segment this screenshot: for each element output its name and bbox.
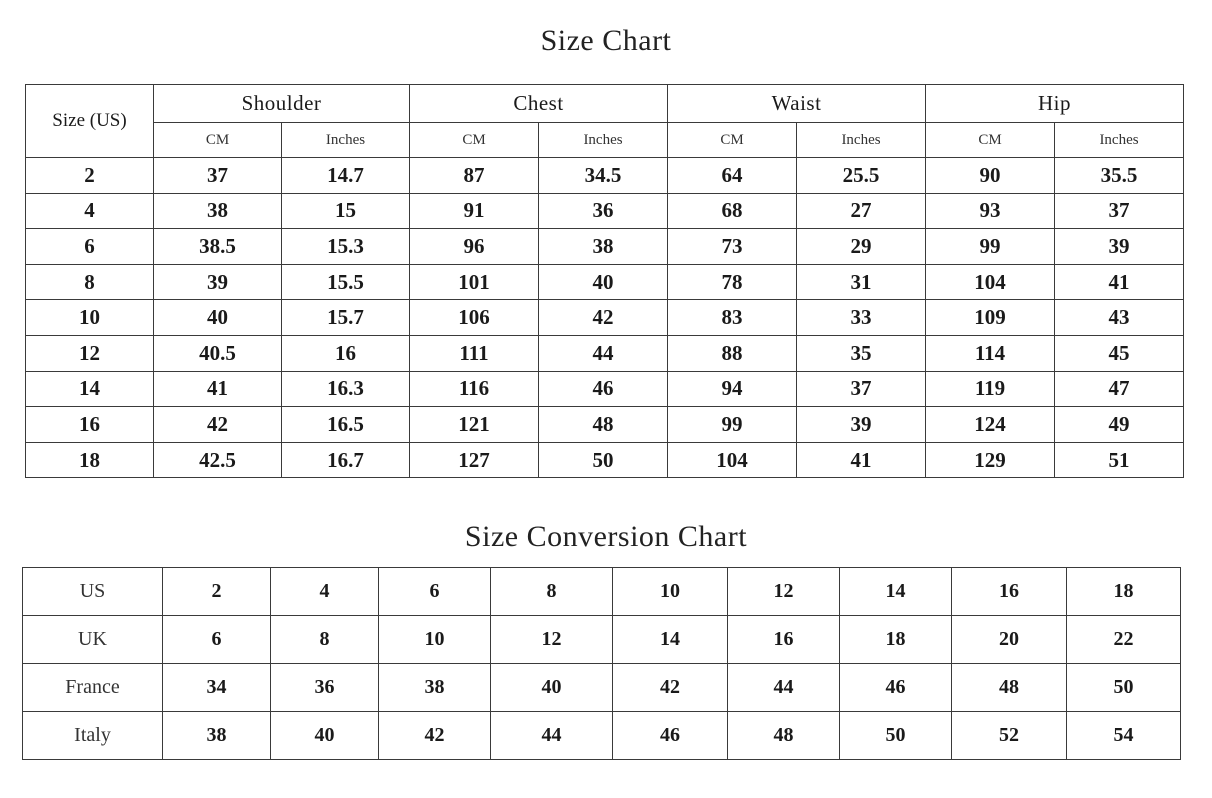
size-value-cell: 34 bbox=[163, 664, 271, 712]
measurement-cell: 73 bbox=[668, 229, 797, 265]
size-cell: 14 bbox=[26, 371, 154, 407]
size-value-cell: 50 bbox=[1067, 664, 1181, 712]
measurement-cell: 90 bbox=[926, 158, 1055, 194]
group-header-row bbox=[26, 85, 1184, 123]
country-label: Italy bbox=[23, 712, 163, 760]
size-cell: 4 bbox=[26, 193, 154, 229]
measurement-cell: 91 bbox=[410, 193, 539, 229]
unit-header: Inches bbox=[797, 123, 926, 158]
measurement-cell: 42.5 bbox=[154, 442, 282, 478]
size-value-cell: 6 bbox=[163, 616, 271, 664]
table-row bbox=[26, 407, 1184, 443]
measurement-cell: 39 bbox=[154, 264, 282, 300]
unit-header: CM bbox=[926, 123, 1055, 158]
size-value-cell: 48 bbox=[728, 712, 840, 760]
measurement-cell: 99 bbox=[668, 407, 797, 443]
measurement-cell: 49 bbox=[1055, 407, 1184, 443]
size-value-cell: 40 bbox=[271, 712, 379, 760]
measurement-cell: 87 bbox=[410, 158, 539, 194]
size-value-cell: 8 bbox=[271, 616, 379, 664]
table-row bbox=[26, 371, 1184, 407]
measurement-cell: 48 bbox=[539, 407, 668, 443]
measurement-cell: 37 bbox=[1055, 193, 1184, 229]
measurement-cell: 94 bbox=[668, 371, 797, 407]
measurement-cell: 38 bbox=[539, 229, 668, 265]
measurement-cell: 38 bbox=[154, 193, 282, 229]
measurement-cell: 39 bbox=[1055, 229, 1184, 265]
unit-header: CM bbox=[410, 123, 539, 158]
measurement-cell: 16.3 bbox=[282, 371, 410, 407]
measurement-cell: 96 bbox=[410, 229, 539, 265]
conversion-chart-table bbox=[22, 567, 1181, 760]
measurement-cell: 39 bbox=[797, 407, 926, 443]
measurement-cell: 35.5 bbox=[1055, 158, 1184, 194]
measurement-cell: 109 bbox=[926, 300, 1055, 336]
size-value-cell: 44 bbox=[491, 712, 613, 760]
unit-header: Inches bbox=[1055, 123, 1184, 158]
measurement-cell: 16.7 bbox=[282, 442, 410, 478]
size-value-cell: 42 bbox=[613, 664, 728, 712]
measurement-cell: 104 bbox=[926, 264, 1055, 300]
hip-header: Hip bbox=[926, 85, 1184, 123]
size-value-cell: 14 bbox=[840, 568, 952, 616]
table-row bbox=[23, 568, 1181, 616]
table-row bbox=[23, 664, 1181, 712]
size-cell: 18 bbox=[26, 442, 154, 478]
measurement-cell: 15.7 bbox=[282, 300, 410, 336]
size-cell: 8 bbox=[26, 264, 154, 300]
size-value-cell: 20 bbox=[952, 616, 1067, 664]
unit-header: CM bbox=[154, 123, 282, 158]
size-value-cell: 54 bbox=[1067, 712, 1181, 760]
measurement-cell: 36 bbox=[539, 193, 668, 229]
measurement-cell: 15.5 bbox=[282, 264, 410, 300]
country-label: US bbox=[23, 568, 163, 616]
size-value-cell: 42 bbox=[379, 712, 491, 760]
size-value-cell: 18 bbox=[1067, 568, 1181, 616]
size-cell: 10 bbox=[26, 300, 154, 336]
measurement-cell: 37 bbox=[797, 371, 926, 407]
size-value-cell: 10 bbox=[613, 568, 728, 616]
measurement-cell: 127 bbox=[410, 442, 539, 478]
size-value-cell: 44 bbox=[728, 664, 840, 712]
size-value-cell: 48 bbox=[952, 664, 1067, 712]
measurement-cell: 116 bbox=[410, 371, 539, 407]
size-cell: 16 bbox=[26, 407, 154, 443]
table-row bbox=[23, 616, 1181, 664]
country-label: France bbox=[23, 664, 163, 712]
size-value-cell: 8 bbox=[491, 568, 613, 616]
measurement-cell: 40 bbox=[154, 300, 282, 336]
measurement-cell: 50 bbox=[539, 442, 668, 478]
measurement-cell: 99 bbox=[926, 229, 1055, 265]
measurement-cell: 31 bbox=[797, 264, 926, 300]
measurement-cell: 29 bbox=[797, 229, 926, 265]
size-value-cell: 52 bbox=[952, 712, 1067, 760]
measurement-cell: 34.5 bbox=[539, 158, 668, 194]
size-value-cell: 16 bbox=[728, 616, 840, 664]
size-cell: 2 bbox=[26, 158, 154, 194]
measurement-cell: 68 bbox=[668, 193, 797, 229]
table-row bbox=[26, 158, 1184, 194]
measurement-cell: 40.5 bbox=[154, 335, 282, 371]
size-value-cell: 36 bbox=[271, 664, 379, 712]
measurement-cell: 25.5 bbox=[797, 158, 926, 194]
unit-header: Inches bbox=[539, 123, 668, 158]
measurement-cell: 106 bbox=[410, 300, 539, 336]
country-label: UK bbox=[23, 616, 163, 664]
measurement-cell: 104 bbox=[668, 442, 797, 478]
measurement-cell: 27 bbox=[797, 193, 926, 229]
table-row bbox=[26, 229, 1184, 265]
size-value-cell: 16 bbox=[952, 568, 1067, 616]
size-value-cell: 40 bbox=[491, 664, 613, 712]
measurement-cell: 42 bbox=[539, 300, 668, 336]
chest-header: Chest bbox=[410, 85, 668, 123]
table-row bbox=[26, 335, 1184, 371]
unit-header: CM bbox=[668, 123, 797, 158]
measurement-cell: 41 bbox=[154, 371, 282, 407]
measurement-cell: 124 bbox=[926, 407, 1055, 443]
size-value-cell: 18 bbox=[840, 616, 952, 664]
size-cell: 12 bbox=[26, 335, 154, 371]
table-row bbox=[23, 712, 1181, 760]
measurement-cell: 111 bbox=[410, 335, 539, 371]
measurement-cell: 101 bbox=[410, 264, 539, 300]
size-value-cell: 12 bbox=[728, 568, 840, 616]
measurement-cell: 114 bbox=[926, 335, 1055, 371]
measurement-cell: 129 bbox=[926, 442, 1055, 478]
measurement-cell: 88 bbox=[668, 335, 797, 371]
table-row bbox=[26, 300, 1184, 336]
measurement-cell: 64 bbox=[668, 158, 797, 194]
unit-header: Inches bbox=[282, 123, 410, 158]
measurement-cell: 93 bbox=[926, 193, 1055, 229]
size-value-cell: 6 bbox=[379, 568, 491, 616]
measurement-cell: 43 bbox=[1055, 300, 1184, 336]
conversion-chart-title: Size Conversion Chart bbox=[464, 520, 748, 553]
measurement-cell: 40 bbox=[539, 264, 668, 300]
measurement-cell: 78 bbox=[668, 264, 797, 300]
measurement-cell: 44 bbox=[539, 335, 668, 371]
measurement-cell: 51 bbox=[1055, 442, 1184, 478]
measurement-cell: 15 bbox=[282, 193, 410, 229]
shoulder-header: Shoulder bbox=[154, 85, 410, 123]
measurement-cell: 42 bbox=[154, 407, 282, 443]
measurement-cell: 45 bbox=[1055, 335, 1184, 371]
size-value-cell: 10 bbox=[379, 616, 491, 664]
unit-header-row bbox=[26, 123, 1184, 158]
size-value-cell: 2 bbox=[163, 568, 271, 616]
size-value-cell: 38 bbox=[163, 712, 271, 760]
measurement-cell: 16.5 bbox=[282, 407, 410, 443]
table-row bbox=[26, 264, 1184, 300]
measurement-cell: 33 bbox=[797, 300, 926, 336]
measurement-cell: 35 bbox=[797, 335, 926, 371]
table-row bbox=[26, 442, 1184, 478]
measurement-cell: 121 bbox=[410, 407, 539, 443]
size-value-cell: 22 bbox=[1067, 616, 1181, 664]
size-value-cell: 46 bbox=[613, 712, 728, 760]
measurement-cell: 83 bbox=[668, 300, 797, 336]
table-row bbox=[26, 193, 1184, 229]
size-value-cell: 38 bbox=[379, 664, 491, 712]
measurement-cell: 37 bbox=[154, 158, 282, 194]
measurement-cell: 119 bbox=[926, 371, 1055, 407]
size-chart-table bbox=[25, 84, 1184, 478]
size-value-cell: 12 bbox=[491, 616, 613, 664]
measurement-cell: 47 bbox=[1055, 371, 1184, 407]
measurement-cell: 41 bbox=[797, 442, 926, 478]
size-us-header: Size (US) bbox=[26, 85, 154, 158]
size-value-cell: 50 bbox=[840, 712, 952, 760]
size-value-cell: 46 bbox=[840, 664, 952, 712]
waist-header: Waist bbox=[668, 85, 926, 123]
size-cell: 6 bbox=[26, 229, 154, 265]
size-chart-title: Size Chart bbox=[540, 24, 672, 57]
measurement-cell: 16 bbox=[282, 335, 410, 371]
size-value-cell: 14 bbox=[613, 616, 728, 664]
measurement-cell: 14.7 bbox=[282, 158, 410, 194]
measurement-cell: 46 bbox=[539, 371, 668, 407]
size-value-cell: 4 bbox=[271, 568, 379, 616]
measurement-cell: 15.3 bbox=[282, 229, 410, 265]
measurement-cell: 41 bbox=[1055, 264, 1184, 300]
measurement-cell: 38.5 bbox=[154, 229, 282, 265]
